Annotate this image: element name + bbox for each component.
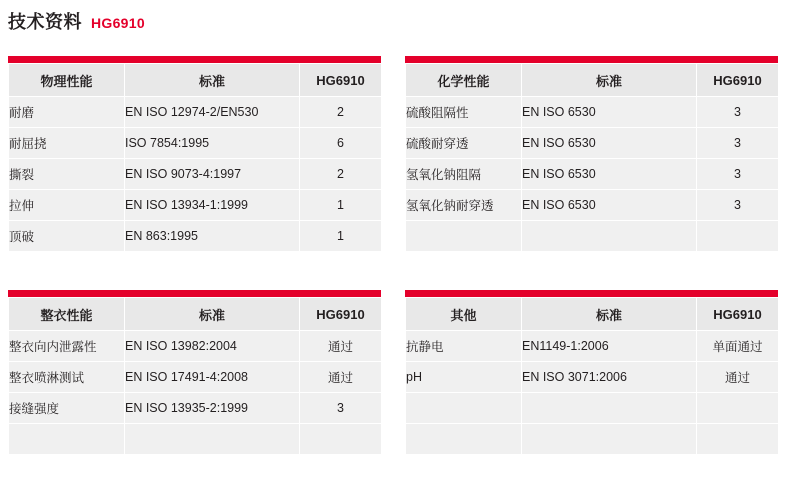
table-block-garment [8,290,381,455]
table-row [406,190,779,221]
table-row [9,331,382,362]
cell-standard: EN ISO 6530 [522,97,697,128]
page-header [8,8,145,34]
cell-standard: EN 863:1995 [125,221,300,252]
cell-empty [406,221,522,252]
accent-bar [8,290,381,297]
page-model-label: HG6910 [91,15,145,31]
cell-property: 耐屈挠 [9,128,125,159]
cell-standard: EN ISO 3071:2006 [522,362,697,393]
table-block-other [405,290,778,455]
cell-standard: EN1149-1:2006 [522,331,697,362]
table-row [406,128,779,159]
cell-value: 3 [697,159,779,190]
column-header-value: HG6910 [697,64,779,97]
cell-empty [406,393,522,424]
cell-standard: EN ISO 6530 [522,159,697,190]
cell-property: 硫酸耐穿透 [406,128,522,159]
cell-value: 3 [697,128,779,159]
accent-bar [8,56,381,63]
cell-value: 通过 [300,331,382,362]
cell-empty [697,424,779,455]
cell-empty [522,393,697,424]
cell-empty [300,424,382,455]
cell-property: 氢氧化钠阻隔 [406,159,522,190]
cell-empty [697,393,779,424]
cell-standard: EN ISO 6530 [522,128,697,159]
table-row [9,221,382,252]
cell-property: 氢氧化钠耐穿透 [406,190,522,221]
table-block-physical [8,56,381,252]
cell-empty [522,221,697,252]
cell-value: 6 [300,128,382,159]
cell-standard: EN ISO 13934-1:1999 [125,190,300,221]
table-row [406,159,779,190]
cell-empty [9,424,125,455]
spec-table-chemical [405,63,779,252]
cell-standard: EN ISO 6530 [522,190,697,221]
cell-property: 接缝强度 [9,393,125,424]
cell-value: 单面通过 [697,331,779,362]
table-row-spacer [406,424,779,455]
cell-value: 2 [300,159,382,190]
cell-standard: ISO 7854:1995 [125,128,300,159]
cell-property: 整衣喷淋测试 [9,362,125,393]
cell-empty [125,424,300,455]
cell-property: 拉伸 [9,190,125,221]
spec-table-other [405,297,779,455]
cell-value: 2 [300,97,382,128]
table-row [9,393,382,424]
column-header-value: HG6910 [697,298,779,331]
table-header-row [406,64,779,97]
table-row [406,362,779,393]
table-block-chemical [405,56,778,252]
cell-empty [697,221,779,252]
table-header-row [9,64,382,97]
cell-standard: EN ISO 12974-2/EN530 [125,97,300,128]
cell-property: 顶破 [9,221,125,252]
table-row [9,159,382,190]
column-header-standard: 标准 [125,64,300,97]
cell-value: 3 [300,393,382,424]
column-header-value: HG6910 [300,64,382,97]
cell-property: 抗静电 [406,331,522,362]
page-title: 技术资料 [8,12,82,32]
cell-standard: EN ISO 13935-2:1999 [125,393,300,424]
cell-property: 整衣向内泄露性 [9,331,125,362]
spec-table-physical [8,63,382,252]
table-row-spacer [9,424,382,455]
cell-property: pH [406,362,522,393]
accent-bar [405,56,778,63]
table-header-row [406,298,779,331]
cell-value: 1 [300,190,382,221]
column-header-category: 物理性能 [9,64,125,97]
column-header-standard: 标准 [125,298,300,331]
table-row [9,190,382,221]
column-header-category: 其他 [406,298,522,331]
cell-property: 耐磨 [9,97,125,128]
table-row-spacer [406,221,779,252]
table-row-spacer [406,393,779,424]
cell-standard: EN ISO 17491-4:2008 [125,362,300,393]
table-row [9,362,382,393]
cell-property: 撕裂 [9,159,125,190]
cell-value: 通过 [300,362,382,393]
cell-standard: EN ISO 9073-4:1997 [125,159,300,190]
cell-value: 通过 [697,362,779,393]
spec-table-garment [8,297,382,455]
cell-empty [406,424,522,455]
table-row [9,97,382,128]
table-row [9,128,382,159]
cell-value: 3 [697,97,779,128]
table-row [406,97,779,128]
accent-bar [405,290,778,297]
cell-property: 硫酸阻隔性 [406,97,522,128]
column-header-category: 整衣性能 [9,298,125,331]
column-header-standard: 标准 [522,298,697,331]
table-header-row [9,298,382,331]
table-row [406,331,779,362]
cell-value: 1 [300,221,382,252]
column-header-standard: 标准 [522,64,697,97]
cell-empty [522,424,697,455]
column-header-category: 化学性能 [406,64,522,97]
cell-standard: EN ISO 13982:2004 [125,331,300,362]
cell-value: 3 [697,190,779,221]
column-header-value: HG6910 [300,298,382,331]
